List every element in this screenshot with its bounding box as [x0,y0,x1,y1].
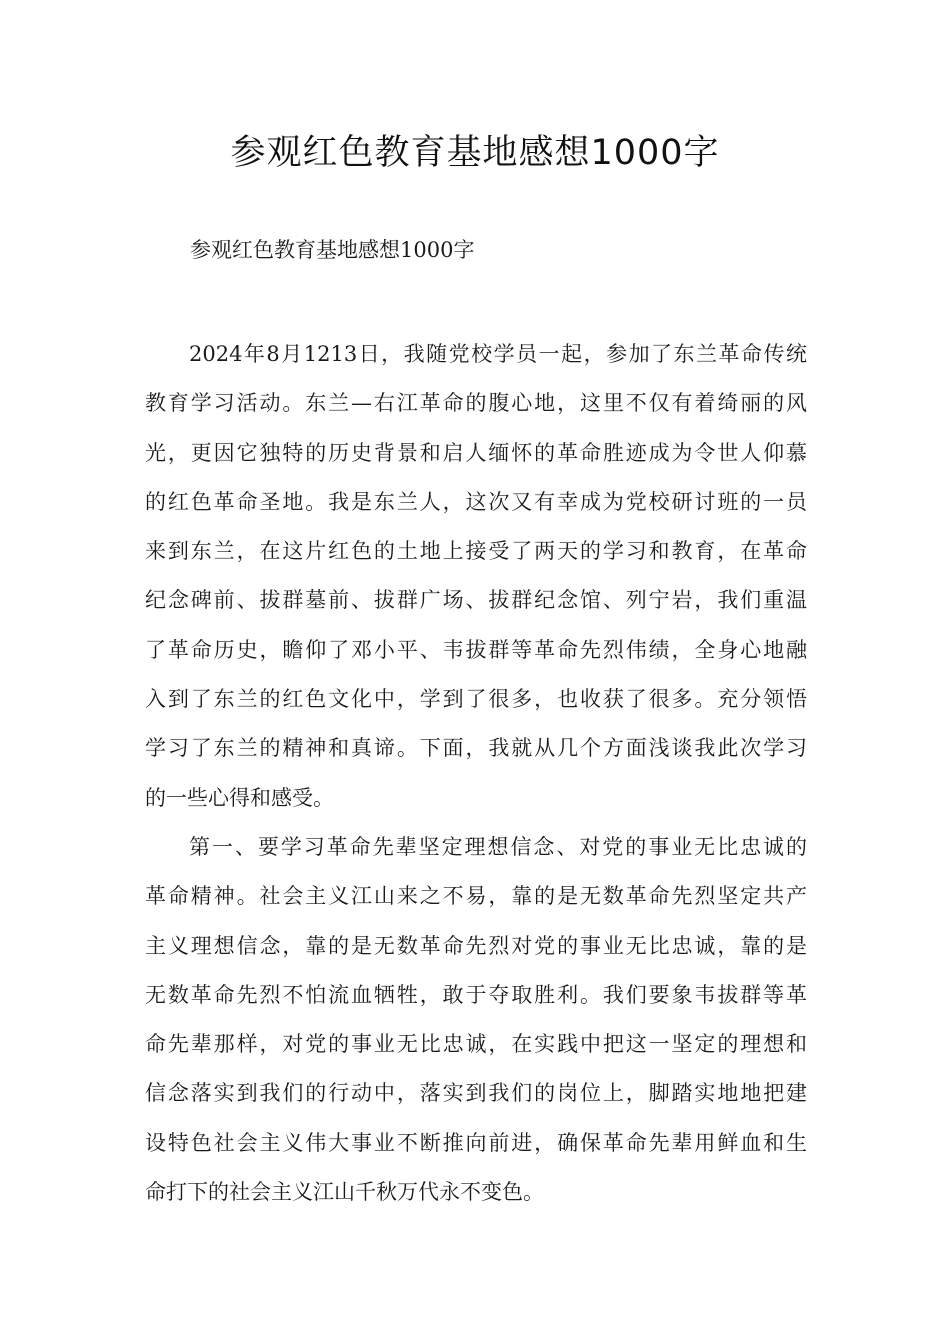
document-title: 参观红色教育基地感想1000字 [230,133,720,173]
text-line: 的红色革命圣地。我是东兰人，这次又有幸成为党校研讨班的一员 [145,489,807,514]
text-line: 教育学习活动。东兰—右江革命的腹心地，这里不仅有着绮丽的风 [145,391,807,416]
text-line: 信念落实到我们的行动中，落实到我们的岗位上，脚踏实地地把建 [145,1081,807,1106]
text-line: 的一些心得和感受。 [145,785,334,810]
text-line: 第一、要学习革命先辈坚定理想信念、对党的事业无比忠诚的 [189,834,807,859]
document-body [145,330,807,1217]
text-line: 了革命历史，瞻仰了邓小平、韦拔群等革命先烈伟绩，全身心地融 [145,637,807,662]
text-line: 来到东兰，在这片红色的土地上接受了两天的学习和教育，在革命 [145,539,807,564]
text-line: 主义理想信念，靠的是无数革命先烈对党的事业无比忠诚，靠的是 [145,933,807,958]
text-line: 2024年8月1213日，我随党校学员一起，参加了东兰革命传统 [189,342,807,366]
text-line: 命打下的社会主义江山千秋万代永不变色。 [145,1180,544,1205]
paragraph-1 [145,330,807,823]
text-line: 学习了东兰的精神和真谛。下面，我就从几个方面浅谈我此次学习 [145,736,807,761]
text-line: 入到了东兰的红色文化中，学到了很多，也收获了很多。充分领悟 [145,687,807,712]
text-line: 无数革命先烈不怕流血牺牲，敢于夺取胜利。我们要象韦拔群等革 [145,982,807,1007]
text-line: 光，更因它独特的历史背景和启人缅怀的革命胜迹成为令世人仰慕 [145,440,807,465]
text-line: 设特色社会主义伟大事业不断推向前进，确保革命先辈用鲜血和生 [145,1130,807,1155]
text-line: 纪念碑前、拔群墓前、拔群广场、拔群纪念馆、列宁岩，我们重温 [145,588,807,613]
paragraph-2 [145,823,807,1217]
text-line: 革命精神。社会主义江山来之不易，靠的是无数革命先烈坚定共产 [145,884,807,909]
document-subtitle: 参观红色教育基地感想1000字 [190,238,475,262]
text-line: 命先辈那样，对党的事业无比忠诚，在实践中把这一坚定的理想和 [145,1032,807,1057]
